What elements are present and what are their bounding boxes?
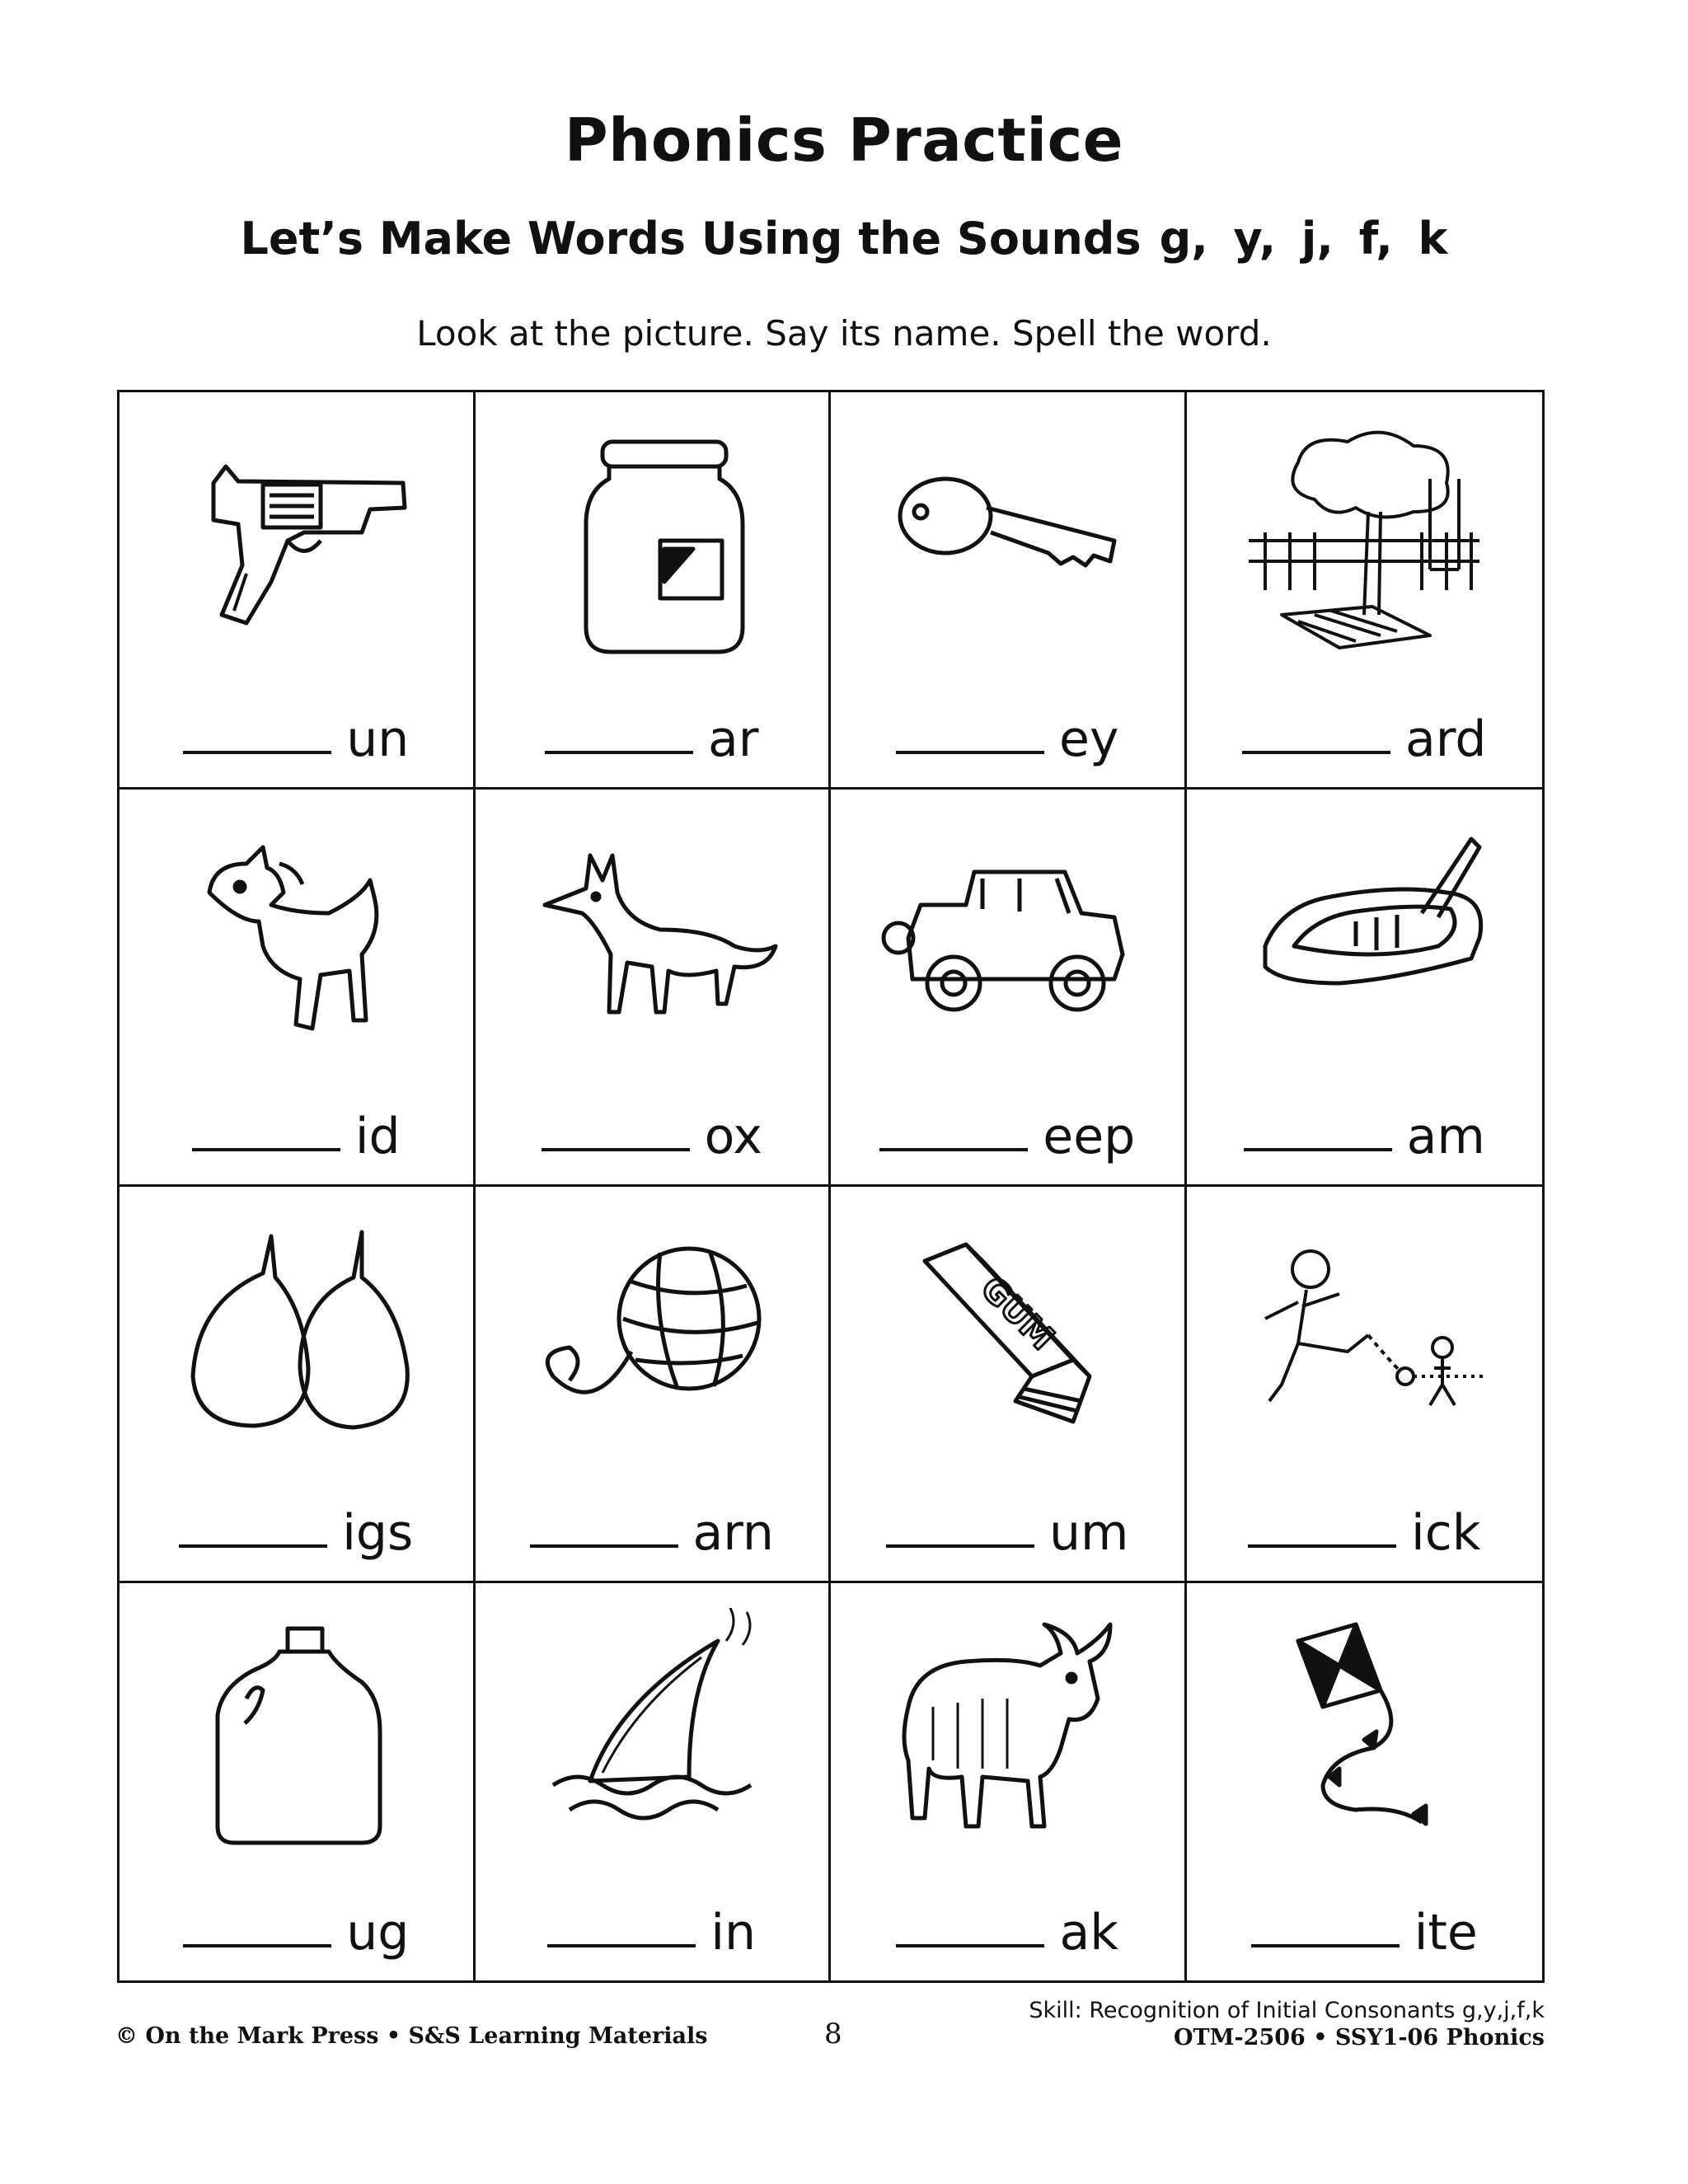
answer-blank[interactable] <box>886 1538 1034 1548</box>
yard-icon <box>1232 417 1496 664</box>
answer-blank[interactable] <box>896 1938 1044 1947</box>
word-ending: am <box>1406 1107 1485 1165</box>
yarn-icon <box>520 1212 784 1459</box>
answer-line <box>1187 710 1543 768</box>
answer-line <box>476 1904 829 1961</box>
word-cell <box>831 1187 1187 1584</box>
word-cell <box>120 1187 476 1584</box>
answer-line <box>831 1107 1184 1165</box>
word-cell <box>476 790 832 1187</box>
publisher-credit: © On the Mark Press • S&S Learning Materials <box>115 2023 708 2049</box>
worksheet-grid <box>117 390 1545 1983</box>
gun-icon <box>164 417 428 664</box>
word-cell <box>831 392 1187 790</box>
answer-line <box>120 1504 473 1563</box>
word-cell <box>1187 1583 1543 1980</box>
answer-line <box>476 1107 829 1165</box>
word-ending: un <box>346 710 410 768</box>
answer-blank[interactable] <box>1244 1141 1392 1151</box>
page-title: Phonics Practice <box>564 105 1124 175</box>
answer-line <box>831 1904 1184 1961</box>
answer-line <box>476 1504 829 1563</box>
word-cell <box>476 392 832 790</box>
word-ending: ak <box>1059 1904 1118 1961</box>
answer-line <box>1187 1504 1543 1563</box>
answer-blank[interactable] <box>896 744 1044 754</box>
word-cell <box>1187 392 1543 790</box>
word-ending: ick <box>1411 1504 1481 1563</box>
word-cell <box>120 1583 476 1980</box>
answer-blank[interactable] <box>545 744 693 754</box>
kick-icon <box>1232 1212 1496 1459</box>
answer-line <box>1187 1107 1543 1165</box>
gum-icon <box>875 1212 1139 1459</box>
answer-line <box>120 1904 473 1961</box>
word-cell <box>831 1583 1187 1980</box>
word-cell <box>476 1187 832 1584</box>
word-ending: eep <box>1043 1107 1136 1165</box>
skill-note: Skill: Recognition of Initial Consonants g,y,j,f,k <box>1029 1998 1545 2023</box>
word-ending: arn <box>692 1504 774 1563</box>
word-ending: um <box>1049 1504 1129 1563</box>
word-cell <box>1187 1187 1543 1584</box>
answer-blank[interactable] <box>542 1141 690 1151</box>
figs-icon <box>164 1212 428 1459</box>
word-cell <box>831 790 1187 1187</box>
answer-blank[interactable] <box>879 1141 1028 1151</box>
product-code: OTM-2506 • SSY1-06 Phonics <box>1173 2025 1545 2050</box>
word-ending: ox <box>704 1107 762 1165</box>
page-subtitle <box>0 213 1688 265</box>
yak-icon <box>875 1608 1139 1855</box>
word-cell <box>476 1583 832 1980</box>
answer-blank[interactable] <box>192 1141 340 1151</box>
subtitle-text: Let’s Make Words Using the Sounds <box>240 213 1142 265</box>
answer-line <box>1187 1904 1543 1961</box>
answer-line <box>831 1504 1184 1563</box>
word-ending: ar <box>708 710 759 768</box>
word-cell <box>120 790 476 1187</box>
jeep-icon <box>875 814 1139 1062</box>
word-ending: ite <box>1414 1904 1478 1961</box>
answer-blank[interactable] <box>530 1538 678 1548</box>
fox-icon <box>520 814 784 1062</box>
answer-line <box>476 710 829 768</box>
word-ending: id <box>354 1107 401 1165</box>
answer-blank[interactable] <box>183 1938 331 1947</box>
answer-blank[interactable] <box>179 1538 327 1548</box>
answer-blank[interactable] <box>1251 1938 1400 1947</box>
kite-icon <box>1232 1608 1496 1855</box>
sounds-list: g, y, j, f, k <box>1159 213 1448 265</box>
word-ending: igs <box>342 1504 414 1563</box>
jam-icon <box>1232 814 1496 1062</box>
word-cell <box>1187 790 1543 1187</box>
answer-line <box>120 710 473 768</box>
page-number: 8 <box>824 2018 842 2050</box>
word-ending: ug <box>346 1904 410 1961</box>
goat-kid-icon <box>164 814 428 1062</box>
word-cell <box>120 392 476 790</box>
key-icon <box>875 417 1139 664</box>
instructions: Look at the picture. Say its name. Spell the word. <box>416 313 1272 354</box>
answer-blank[interactable] <box>1248 1538 1396 1548</box>
word-ending: in <box>710 1904 757 1961</box>
answer-line <box>120 1107 473 1165</box>
word-ending: ey <box>1059 710 1119 768</box>
jar-icon <box>520 417 784 664</box>
answer-line <box>831 710 1184 768</box>
word-ending: ard <box>1405 710 1487 768</box>
answer-blank[interactable] <box>183 744 331 754</box>
answer-blank[interactable] <box>1242 744 1390 754</box>
answer-blank[interactable] <box>547 1938 696 1947</box>
jug-icon <box>164 1608 428 1855</box>
svg-text:GUM: GUM <box>973 1268 1062 1357</box>
fin-icon <box>520 1608 784 1855</box>
